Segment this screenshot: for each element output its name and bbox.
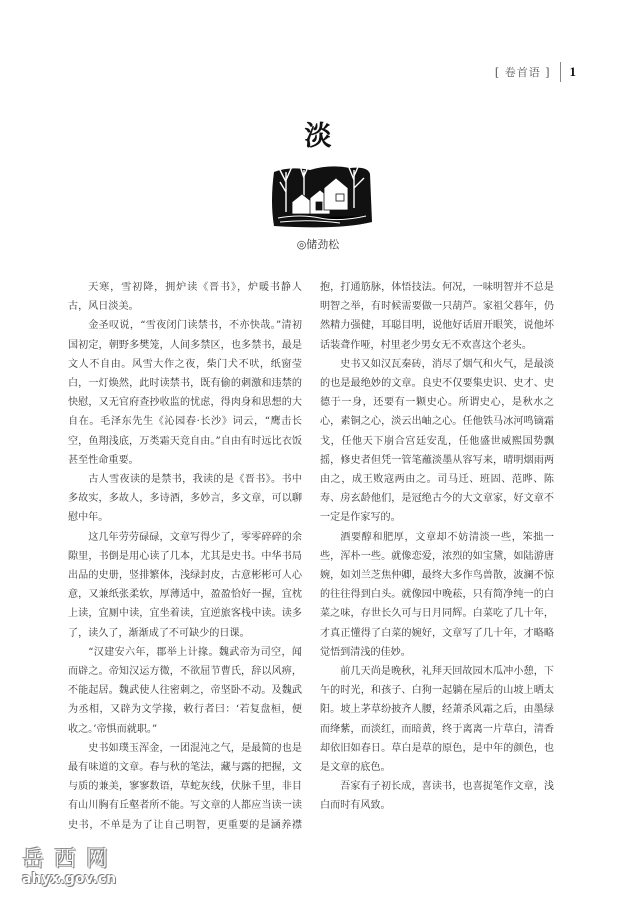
paragraph: 前几天尚是晚秋，礼拜天回故园木瓜冲小憩，下午的时光，和孩子、白狗一起躺在屋后的山坡上晒太阳。坡上茅草纷披齐人腰，经萧杀风霜之后，由墨绿而绛紫，而淡红，而暗黄，终于离离一片草白，清香却依旧如春日。草白是草的原色，是中年的颜色，也是文章的底色。 (320, 666, 554, 774)
section-label: [ 卷首语 ] (494, 66, 551, 79)
paragraph: 天寒，雪初降，拥炉读《晋书》，炉暖书静人古，风日淡美。 (68, 282, 302, 313)
paragraph: 吾家有子初长成，喜读书，也喜捉笔作文章，浅白而时有风致。 (320, 781, 554, 812)
paragraph: 史书又如汉瓦秦砖，消尽了烟气和火气，是最淡的也是最绝妙的文章。良史不仅要集史识、史才、史德于一身，还要有一颗史心。所谓史心，是秋水之心，素铜之心，淡云出岫之心。任他铁马冰河鸣镝霜戈，任他天下崩合宫廷安乱，任他盛世威熙国势飘摇，修史者但凭一管笔蘸淡墨从容写来，晴明烟雨两由之，成王败寇两由之。司马迁、班固、范晔、陈寿、房玄龄他们，是冠绝古今的大文章家，好文章不一定是作家写的。 (320, 358, 554, 524)
woodcut-illustration-icon (270, 152, 374, 230)
article-author: ◎储劲松 (296, 238, 340, 251)
watermark-url: ahyx.gov.cn (22, 871, 117, 887)
site-watermark (22, 842, 118, 887)
paragraph: 酒要醇和肥厚，文章却不妨清淡一些，笨拙一些，浑朴一些。就像恋爱，浓烈的如宝黛，如陆游唐婉，如刘兰芝焦仲卿，最终大多作鸟兽散，波澜不惊的往往得到白头。就像园中晚菘，只有简净纯一的白菜之味，存世长久可与日月同辉。白菜吃了几十年，才真正懂得了白菜的婉好，文章写了几十年，才略略觉悟到清浅的佳妙。 (320, 531, 554, 658)
page-number: 1 (569, 64, 576, 79)
running-header (495, 62, 576, 82)
paragraph: 这几年劳劳碌碌，文章写得少了，零零碎碎的余隙里，书倒是用心读了几本，尤其是史书。中华书局出品的史册，竖排繁体，浅绿封皮，古意彬彬可人心意，又兼纸张柔软，厚薄适中，盈盈恰好一握，宜枕上读，宜厕中读，宜坐着读，宜逆旅客栈中读。读多了，读久了，渐渐成了不可缺少的日课。 (68, 531, 302, 639)
watermark-name: 岳西网 (22, 847, 119, 872)
paragraph: 古人雪夜读的是禁书，我读的是《晋书》。书中多故实，多故人，多诗酒，多妙言，多文章，可以聊慰中年。 (68, 474, 302, 524)
article-title: 淡 (304, 121, 332, 152)
paragraph: 金圣叹说，“雪夜闭门读禁书，不亦快哉。”清初国初定，朝野多樊笼，人间多禁区，也多禁书，最是文人不自由。风雪大作之夜，柴门犬不吠，纸窗莹白，一灯焕然，此时读禁书，既有偷的刺激和违禁的快慰，又无官府查抄收监的忧虑，得肉身和思想的大自在。毛泽东先生《沁园春·长沙》词云，“鹰击长空，鱼翔浅底，万类霜天竞自由。”自由有时远比衣饭甚至性命重要。 (68, 320, 302, 466)
header-divider (560, 62, 561, 82)
paragraph: 史书如璞玉浑金，一团混沌之气，是最简的也是最有味道的文章。春与秋的笔法，藏与露的把握，文与质的兼美，寥寥数语，草蛇灰线，伏脉千里，非目有山川胸有丘壑者所不能。写文章的人都应当读一读史书，不单是为了让自己明智，更重要的是涵养襟抱，打通筋脉，体悟技法。何况，一味明智并不总是明智之举，有时候需要做一只葫芦。家祖父暮年，仍然精力强健，耳聪目明，说他好话眉开眼笑，说他坏话装聋作哑，村里老少男女无不欢喜这个老头。 (68, 282, 554, 831)
paragraph: “汉建安六年，郡举上计掾。魏武帝为司空，闻而辟之。帝知汉运方微，不欲屈节曹氏，辞以风痹，不能起居。魏武使人往密刺之，帝坚卧不动。及魏武为丞相，又辟为文学掾，敕行者曰：‘若复盘桓，便收之。’帝惧而就职。” (68, 646, 302, 735)
article-body (68, 278, 554, 835)
